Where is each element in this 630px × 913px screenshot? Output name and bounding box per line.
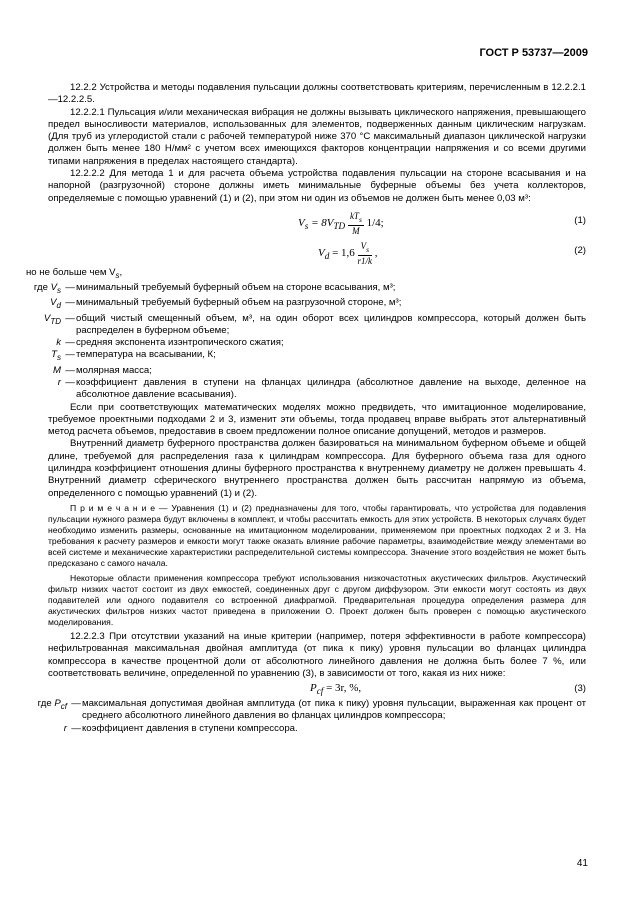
equation-1-number: (1) — [574, 214, 586, 226]
definition-dash: — — [65, 376, 75, 388]
definition-symbol: r — [63, 722, 67, 734]
standard-header: ГОСТ Р 53737—2009 — [479, 47, 588, 59]
definition-text: молярная масса; — [76, 364, 152, 376]
equation-2-number: (2) — [574, 244, 586, 256]
equation-1: $V_s = 8V_{TD}$ $\frac{kT_s}{M}$ 1/4; (1) — [298, 210, 586, 236]
definition-row — [26, 313, 586, 338]
paragraph-12-2-2-2: 12.2.2.2 Для метода 1 и для расчета объема устройства подавления пульсации на стороне всасывания и на напорной (разгрузочной) стороне должны иметь минимальные буферные объемы без учета коллекторов, определяемые с помощью уравнений (1) и (2), при этом ни один из объемов не должен быть менее 0,03 м³: — [48, 168, 586, 204]
definition-text: средняя экспонента изэнтропического сжатия; — [76, 337, 284, 349]
note-2: Некоторые области применения компрессора требуют использования низкочастотных акустических фильтров. Акустический фильтр низких частот состоит из двух емкостей, соединенных друг с другом диффузором. Эти емкости могут состоять из двух подавителей или одного подавителя со встроенной диафрагмой. Предварительная процедура определения размера для акустических фильтров низких частот приведена в приложении О. Проект должен быть проверен с помощью акустического моделирования. — [48, 572, 586, 627]
paragraph-12-2-2: 12.2.2 Устройства и методы подавления пульсации должны соответствовать критериям, перечисленным в 12.2.2.1—12.2.2.5. — [48, 82, 586, 106]
definition-text: минимальный требуемый буферный объем на разгрузочной стороне, м³; — [76, 297, 402, 309]
equation-2: $V_d = 1,6$ $\frac{V_s}{r1/k}$ , (2) — [318, 240, 586, 266]
definition-symbol: где $P_{cf}$ — [37, 698, 67, 712]
definition-dash: — — [65, 337, 75, 349]
definition-row — [26, 365, 586, 377]
paragraph-buffer-diameter: Внутренний диаметр буферного пространства должен базироваться на минимальном буферном объеме и общей длине, требуемой для распределения газа к цилиндрам компрессора. Для буферного объема газа для одного цилиндра коэффициент отношения длины буферного пространства к внутреннему диаметру не должен превышать 4. Внутренний диаметр сферического внутреннего пространства должен быть рассчитан напрямую из объема, определенного с помощью уравнений (1) и (2). — [48, 438, 586, 499]
definition-symbol: r — [57, 376, 61, 388]
definition-row — [26, 282, 586, 297]
definition-dash: — — [65, 364, 75, 376]
paragraph-alternative-method: Если при соответствующих математических моделях можно предвидеть, что имитационное моделирование, требуемое проектными подходами 2 и 3, изменит эти объемы, тогда продавец вправе выбрать этот альтернативный метод расчета объемов, предоставив в своем предложении полное описание допущений, методов и размеров. — [48, 401, 586, 438]
definition-text: минимальный требуемый буферный объем на стороне всасывания, м³; — [76, 282, 396, 294]
definition-text: коэффициент давления в ступени компрессора. — [82, 722, 298, 734]
document-body — [26, 82, 587, 735]
symbol-definitions — [26, 282, 586, 401]
definition-row — [26, 723, 586, 735]
definition-symbol: где $V_s$ — [33, 282, 61, 296]
equation-3: $P_{cf} = 3r$, %, (3) — [310, 682, 586, 697]
definition-dash: — — [65, 297, 75, 309]
symbol-definitions-2 — [26, 698, 586, 735]
definition-dash: — — [71, 722, 81, 734]
after-equation-text: но не больше чем $V_s$, — [26, 266, 123, 280]
paragraph-12-2-2-3: 12.2.2.3 При отсутствии указаний на иные критерии (например, потеря эффективности в работе компрессора) нефильтрованная максимальная двойная амплитуда (от пика к пику) уровня пульсации во фланцах цилиндра компрессора в качестве процентной доли от абсолютного линейного давления не должна быть более 7 %, или соответствовать величине, определенной по уравнению (3), в зависимости от того, какая из них ниже: — [48, 630, 586, 679]
equation-1-fraction: $\frac{kT_s}{M}$ — [349, 210, 362, 236]
definition-symbol: $V_d$ — [50, 297, 61, 311]
definition-dash: — — [65, 282, 75, 294]
definition-row — [26, 297, 586, 312]
definition-row — [26, 377, 586, 402]
definition-text: общий чистый смещенный объем, м³, на один оборот всех цилиндров компрессора, который должен быть распределен в буферном объеме; — [76, 312, 586, 336]
page-number: 41 — [576, 858, 588, 869]
definition-dash: — — [65, 349, 75, 361]
definition-text: коэффициент давления в ступени на фланцах цилиндра (абсолютное давление на выходе, деленное на абсолютное давление всасывания). — [76, 376, 586, 401]
definition-text: температура на всасывании, К; — [76, 349, 216, 361]
definition-row — [26, 698, 586, 723]
equation-3-number: (3) — [574, 683, 586, 695]
definition-symbol: k — [56, 337, 61, 349]
definition-dash: — — [71, 698, 81, 710]
definition-row — [26, 349, 586, 364]
definition-dash: — — [65, 312, 75, 324]
paragraph-12-2-2-1: 12.2.2.1 Пульсация и/или механическая вибрация не должны вызывать циклического напряжения, превышающего предел выносливости материалов, использованных для элементов, подверженных данным циклическим нагрузкам. (Для труб из углеродистой стали с рабочей температурой ниже 370 °С максимальный диапазон циклической нагрузки должен быть менее 180 Н/мм² с учетом всех имеющихся факторов концентрации напряжения и со всеми другими типами напряжения в пределах настоящего стандарта). — [48, 106, 586, 167]
definition-symbol: M — [53, 364, 61, 376]
definition-symbol: $V_{TD}$ — [43, 312, 61, 326]
definition-symbol: $T_s$ — [51, 349, 61, 363]
equation-2-fraction: $\frac{V_s}{r1/k}$ — [357, 240, 373, 266]
definition-row — [26, 337, 586, 349]
note-1: П р и м е ч а н и е — Уравнения (1) и (2) предназначены для того, чтобы гарантировать, что устройства для подавления пульсации нужного размера будут включены в комплект, и чтобы рассчитать емкость для этих устройств. В некоторых случаях будет необходимо изменить размеры, основанные на имитационном моделировании, применяемом при проектных подходах 2 и 3. На требования к расчету размеров и емкости могут также оказать влияние рабочие параметры, взаимодействие между элементами во всей системе и механические характеристики распределительной системы компрессора. Значение этого воздействия не может быть предсказано с самого начала. — [48, 502, 587, 569]
definition-text: максимальная допустимая двойная амплитуда (от пика к пику) уровня пульсации, выраженная как процент от среднего абсолютного линейного давления во фланцах цилиндров компрессора; — [82, 698, 586, 722]
note-block — [48, 503, 586, 628]
